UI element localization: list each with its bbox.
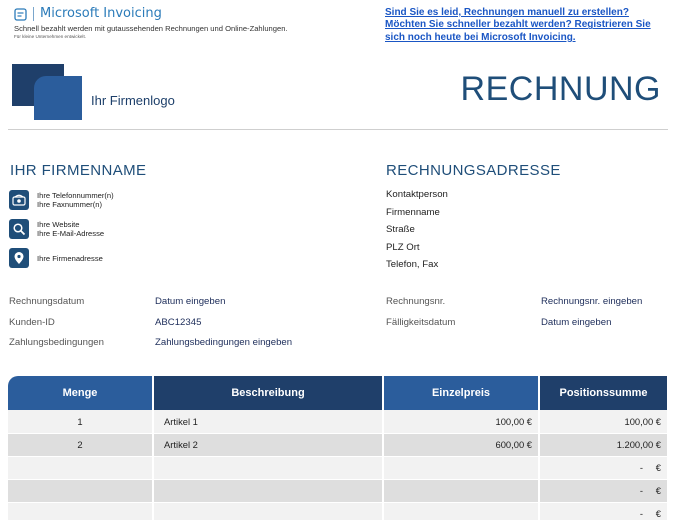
col-header-line-total: Positionssumme: [539, 376, 667, 410]
billing-street: Straße: [386, 224, 415, 235]
billing-city: PLZ Ort: [386, 241, 420, 253]
row-line-total: 100,00 €: [539, 410, 667, 433]
logo-placeholder-text: Ihr Firmenlogo: [91, 93, 175, 108]
customer-id-label: Kunden-ID: [9, 316, 55, 328]
company-website: Ihre Website: [37, 220, 80, 229]
row-quantity: [8, 479, 153, 502]
row-description: [153, 502, 383, 520]
contact-web-email: [9, 219, 199, 239]
invoicing-logo-icon: [14, 8, 27, 21]
row-unit-price: [383, 456, 539, 479]
invoice-number-value: Rechnungsnr. eingeben: [541, 296, 643, 307]
brand-tagline: Schnell bezahlt werden mit gutaussehenden Rechnungen und Online-Zahlungen.: [14, 24, 288, 33]
billing-company: Firmenname: [386, 206, 440, 218]
billing-contact: Kontaktperson: [386, 189, 448, 200]
company-logo-placeholder-icon: [12, 64, 82, 120]
empty-total-dash: -: [639, 462, 643, 473]
table-row: [8, 410, 667, 433]
invoice-number-label: Rechnungsnr.: [386, 296, 446, 307]
invoice-date-label: Rechnungsdatum: [9, 296, 85, 307]
location-pin-icon: [9, 248, 29, 268]
row-line-total: 1.200,00 €: [539, 433, 667, 456]
brand-name: Microsoft Invoicing: [33, 7, 162, 21]
col-header-quantity: Menge: [8, 376, 153, 410]
promo-banner: [0, 0, 675, 48]
web-email-icon: [9, 219, 29, 239]
empty-total-dash: -: [639, 508, 643, 519]
table-header-row: [8, 376, 667, 410]
row-unit-price: 600,00 €: [383, 433, 539, 456]
contact-phone-fax: [9, 190, 199, 210]
company-name: IHR FIRMENNAME: [10, 162, 147, 179]
line-items-table: [8, 376, 667, 520]
company-address: Ihre Firmenadresse: [37, 253, 103, 263]
billing-title: RECHNUNGSADRESSE: [386, 162, 561, 179]
row-description: [153, 479, 383, 502]
phone-fax-icon: [9, 190, 29, 210]
billing-phone-fax: Telefon, Fax: [386, 259, 439, 270]
meta-left-values: [155, 292, 292, 354]
empty-total-currency: €: [655, 462, 661, 473]
payment-terms-label: Zahlungsbedingungen: [9, 337, 104, 348]
col-header-description: Beschreibung: [153, 376, 383, 410]
company-phone: Ihre Telefonnummer(n): [37, 191, 114, 200]
brand-small-print: Für kleine Unternehmen entwickelt.: [14, 34, 87, 39]
table-row: [8, 433, 667, 456]
row-line-total: [539, 479, 667, 502]
customer-id-value: ABC12345: [155, 316, 202, 328]
empty-total-currency: €: [655, 508, 661, 519]
row-description: Artikel 1: [153, 410, 383, 433]
billing-address: [386, 186, 448, 274]
meta-left-labels: [9, 292, 104, 354]
row-description: Artikel 2: [153, 433, 383, 456]
row-unit-price: [383, 502, 539, 520]
row-quantity: 1: [8, 410, 153, 433]
empty-total-currency: €: [655, 485, 661, 496]
row-unit-price: [383, 479, 539, 502]
table-row: [8, 479, 667, 502]
payment-terms-value: Zahlungsbedingungen eingeben: [155, 337, 293, 348]
row-line-total: [539, 502, 667, 520]
row-description: [153, 456, 383, 479]
table-row: [8, 456, 667, 479]
col-header-unit-price: Einzelpreis: [383, 376, 539, 410]
brand-block: [14, 7, 288, 39]
row-unit-price: 100,00 €: [383, 410, 539, 433]
company-fax: Ihre Faxnummer(n): [37, 200, 102, 209]
meta-right-labels: [386, 292, 455, 333]
invoice-header: [0, 60, 675, 132]
table-row: [8, 502, 667, 520]
meta-right-values: [541, 292, 642, 333]
row-quantity: 2: [8, 433, 153, 456]
header-divider: [8, 129, 668, 130]
contact-address: [9, 248, 199, 268]
signup-link[interactable]: Sind Sie es leid, Rechnungen manuell zu erstellen? Möchten Sie schneller bezahlt werden? Registrieren Sie sich noch heute bei Microsoft Invoicing.: [385, 7, 651, 43]
row-line-total: [539, 456, 667, 479]
page-title: RECHNUNG: [460, 70, 661, 108]
due-date-value: Datum eingeben: [541, 316, 612, 328]
due-date-label: Fälligkeitsdatum: [386, 316, 456, 328]
empty-total-dash: -: [639, 485, 643, 496]
invoice-date-value: Datum eingeben: [155, 296, 226, 307]
row-quantity: [8, 456, 153, 479]
company-email: Ihre E-Mail-Adresse: [37, 229, 105, 238]
row-quantity: [8, 502, 153, 520]
